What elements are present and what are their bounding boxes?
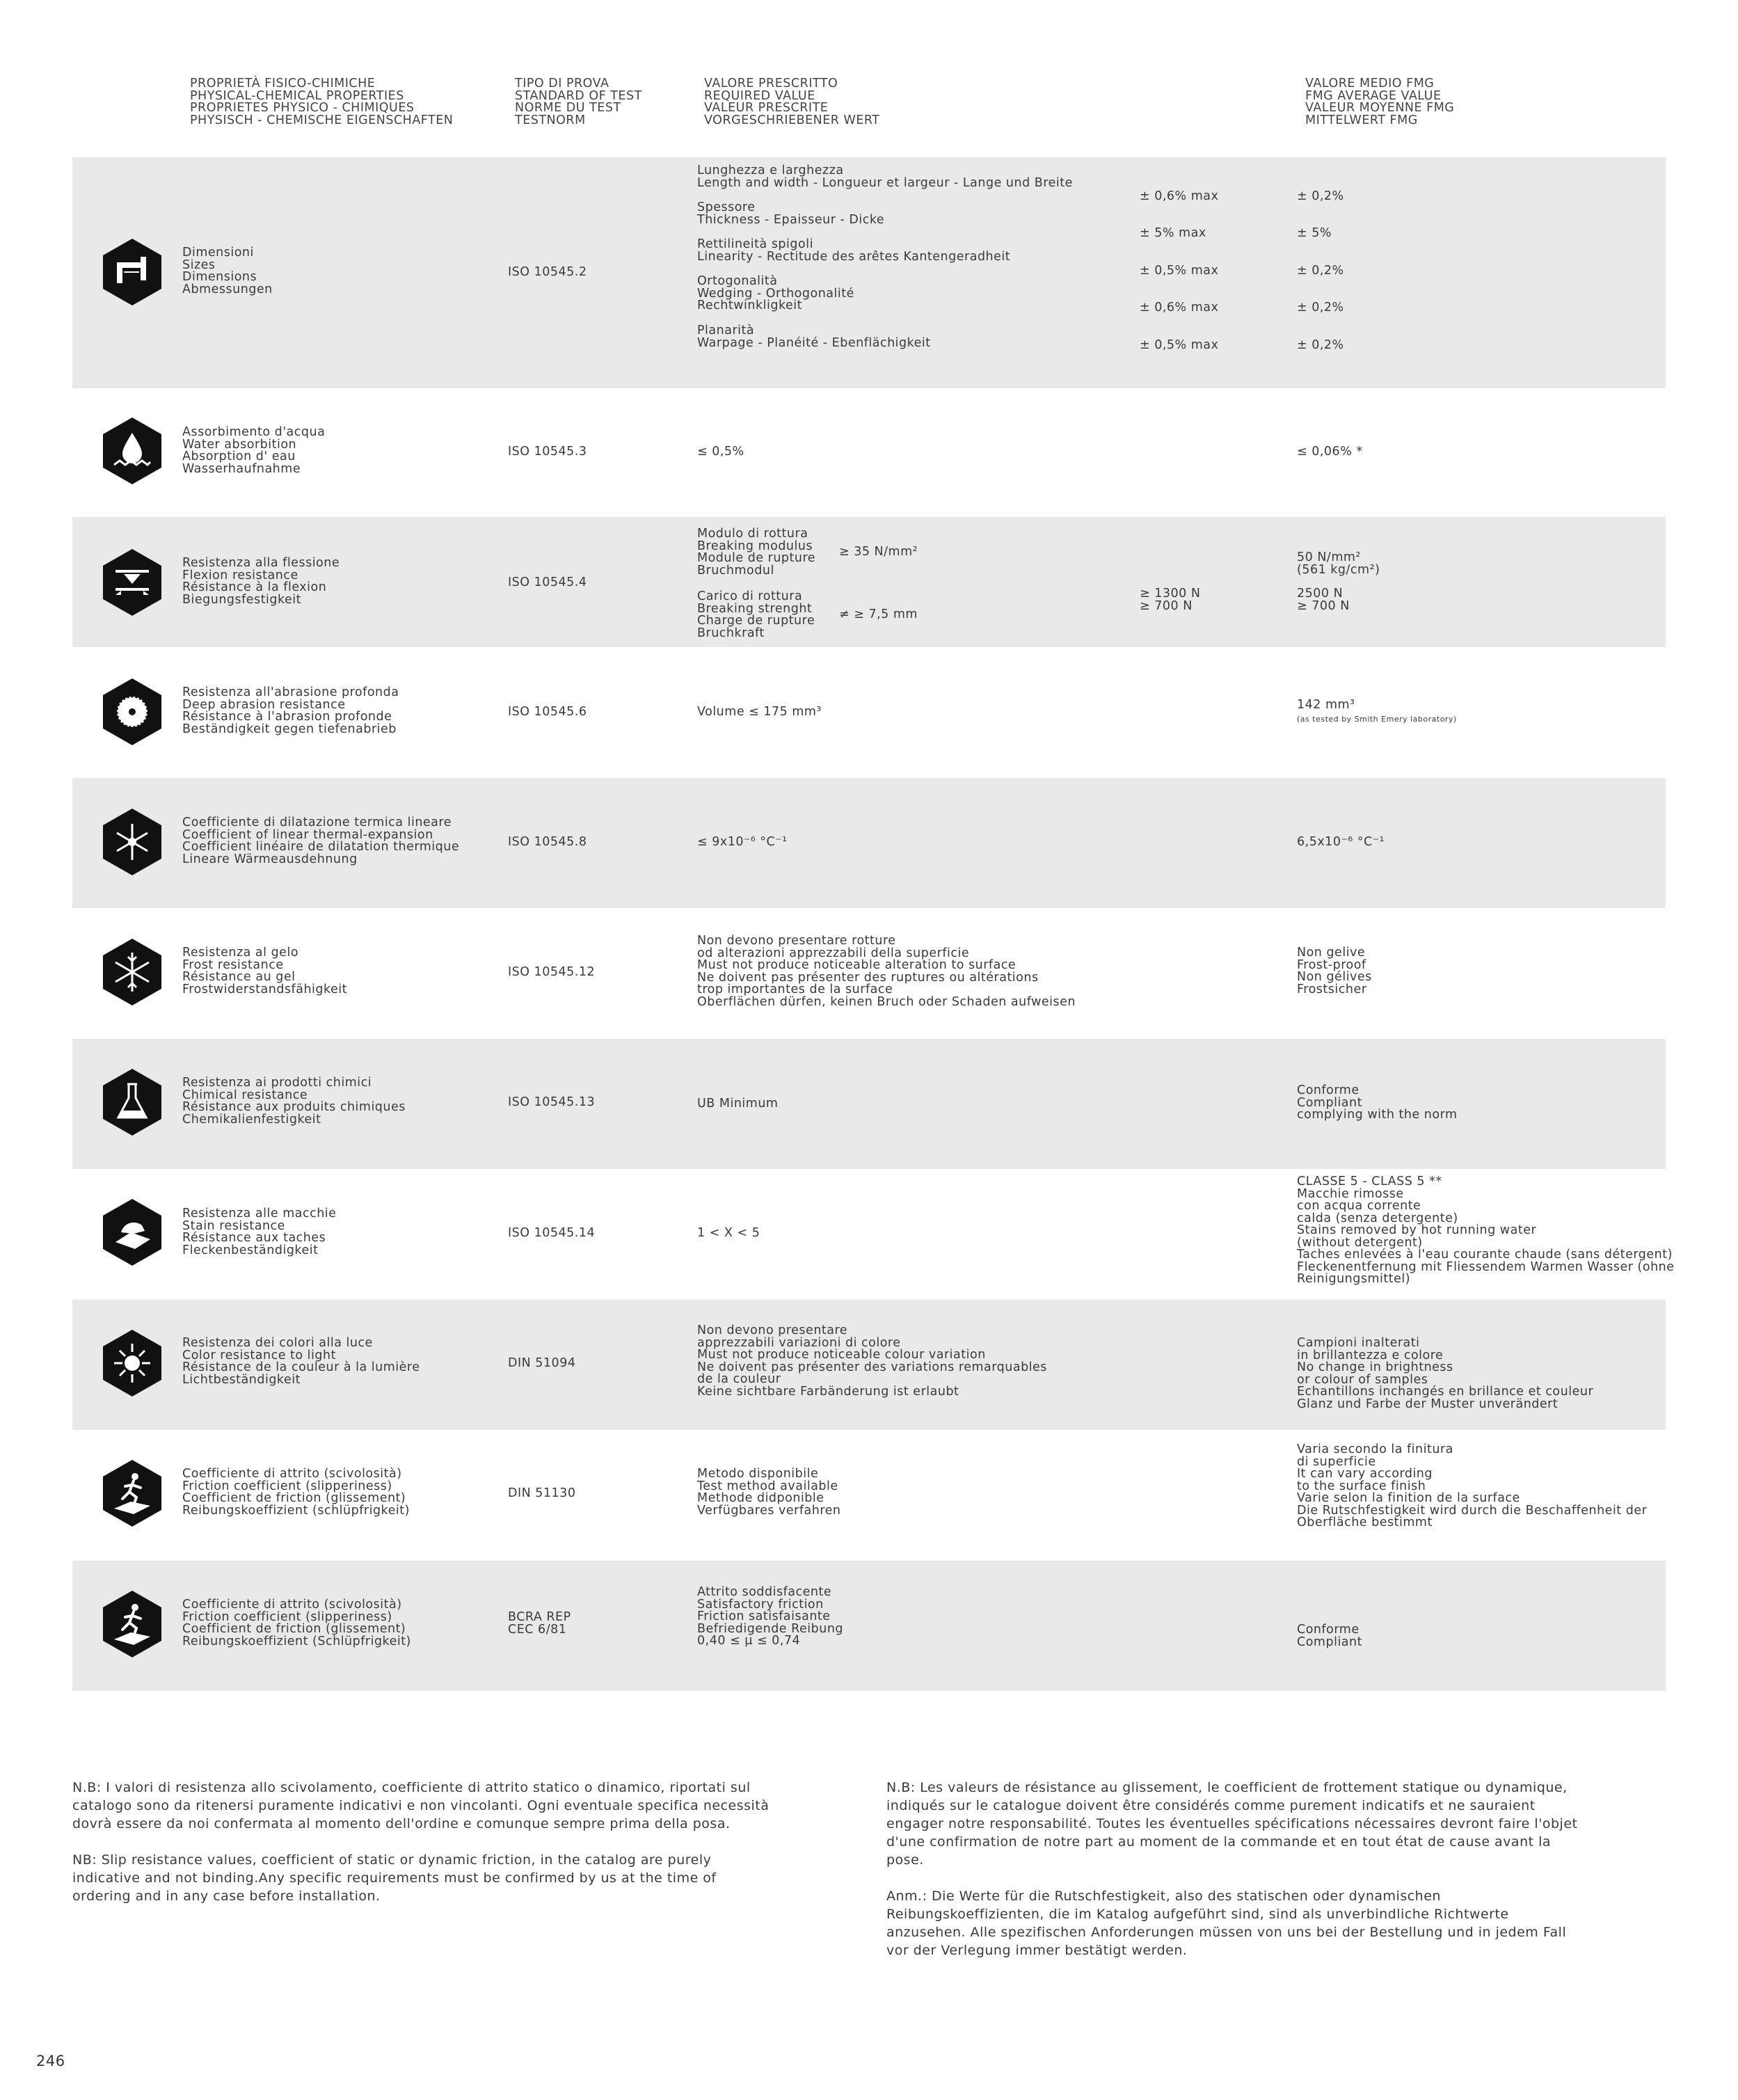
average-value: ± 0,2% [1297,264,1344,278]
required-value: 1 < X < 5 [697,1226,760,1240]
slipping-person-icon [103,1460,161,1527]
note-italian: N.B: I valori di resistenza allo scivolamento, coefficiente di attrito statico o dinamico, riportati sul catalogo sono da ritenersi puramente indicativi e non vincolanti. Ogni eventuale specifica necessità dovrà essere da noi confermata al momento dell'ordine e comunque sempre prima della posa. [72,1780,770,1831]
sub-label: Spessore Thickness - Epaisseur - Dicke [697,200,885,227]
required-value: ± 0,6% max [1140,189,1219,203]
flexion-press-icon [103,549,161,616]
header-average: VALORE MEDIO FMG FMG AVERAGE VALUE VALEUR MOYENNE FMG MITTELWERT FMG [1305,77,1455,127]
average-value: 6,5x10⁻⁶ °C⁻¹ [1297,835,1385,849]
property-label: Coefficiente di dilatazione termica lineare Coefficient of linear thermal-expansion Coefficient linéaire de dilatation thermique Lineare Wärmeausdehnung [182,816,460,866]
note-english: NB: Slip resistance values, coefficient of static or dynamic friction, in the catalog are purely indicative and not binding.Any specific requirements must be confirmed by us at the time of ordering and in any case before installation. [72,1852,717,1904]
property-label: Resistenza al gelo Frost resistance Résistance au gel Frostwiderstandsfähigkeit [182,946,348,996]
required-value: UB Minimum [697,1097,779,1111]
standard-label: ISO 10545.2 [508,265,587,279]
standard-label: BCRA REP CEC 6/81 [508,1610,571,1637]
required-value: ± 5% max [1140,226,1206,240]
sub-label: Modulo di rottura Breaking modulus Module de rupture Bruchmodul [697,527,816,578]
sub-label: Rettilineità spigoli Linearity - Rectitude des arêtes Kantengeradheit [697,237,1011,264]
required-value: Metodo disponibile Test method available Methode didponible Verfügbares verfahren [697,1467,841,1518]
average-value: 2500 N ≥ 700 N [1297,587,1350,613]
note-german: Anm.: Die Werte für die Rutschfestigkeit, also des statischen oder dynamischen Reibungskoeffizienten, die im Katalog aufgeführt sind, sind als unverbindliche Richtwerte anzusehen. Alle spezifischen Anforderungen müssen von uns bei der Bestellung und in jedem Fall vor der Verlegung immer bestätigt werden. [886,1888,1567,1958]
average-value: 142 mm³ [1297,698,1355,712]
average-value: ± 0,2% [1297,338,1344,352]
average-value: Varia secondo la finitura di superficie It can vary according to the surface finish Varie selon la finition de la surface Die Rutschfestigkeit wird durch die Beschaffenheit der Oberfläche bestimmt [1297,1442,1648,1529]
sub-label: Planarità Warpage - Planéité - Ebenflächigkeit [697,324,931,350]
required-value: ≤ 9x10⁻⁶ °C⁻¹ [697,835,788,849]
slipping-person-icon [103,1591,161,1657]
cleaning-hand-icon [103,1199,161,1266]
standard-label: DIN 51130 [508,1486,576,1500]
property-label: Resistenza alle macchie Stain resistance Résistance aux taches Fleckenbeständigkeit [182,1207,337,1257]
property-label: Dimensioni Sizes Dimensions Abmessungen [182,246,273,296]
standard-label: DIN 51094 [508,1356,576,1370]
average-value: ≤ 0,06% * [1297,445,1363,459]
standard-label: ISO 10545.14 [508,1226,596,1240]
average-value: Conforme Compliant [1297,1623,1362,1649]
standard-label: ISO 10545.3 [508,445,587,459]
header-property: PROPRIETÀ FISICO-CHIMICHE PHYSICAL-CHEMICAL PROPERTIES PROPRIETES PHYSICO - CHIMIQUES PHYSISCH - CHEMISCHE EIGENSCHAFTEN [190,77,454,127]
average-value: CLASSE 5 - CLASS 5 ** Macchie rimosse con acqua corrente calda (senza detergente) Stains removed by hot running water (without detergent) Taches enlevées à l'eau courante chaude (sans détergent) Fleckenentfernung mit Fliessendem Warmen Wasser (ohne Reinigungsmittel) [1297,1175,1675,1286]
caliper-measure-icon [103,239,161,305]
sun-light-icon [103,1330,161,1397]
average-value: 50 N/mm² (561 kg/cm²) [1297,550,1380,577]
water-drop-icon [103,417,161,484]
required-value: ± 0,5% max [1140,264,1219,278]
property-label: Coefficiente di attrito (scivolosità) Friction coefficient (slipperiness) Coefficient de friction (glissement) Reibungskoeffizient (Schlüpfrigkeit) [182,1598,411,1648]
property-label: Assorbimento d'acqua Water absorbition Absorption d' eau Wasserhaufnahme [182,425,326,476]
required-value: Volume ≤ 175 mm³ [697,705,822,719]
property-label: Resistenza all'abrasione profonda Deep abrasion resistance Résistance à l'abrasion profonde Beständigkeit gegen tiefenabrieb [182,685,399,736]
standard-label: ISO 10545.4 [508,575,587,589]
standard-label: ISO 10545.13 [508,1095,596,1109]
average-value: ± 5% [1297,226,1332,240]
property-label: Resistenza alla flessione Flexion resistance Résistance à la flexion Biegungsfestigkeit [182,556,340,607]
condition-value: ≠ ≥ 7,5 mm [839,607,918,621]
note-french: N.B: Les valeurs de résistance au glissement, le coefficient de frottement statique ou dynamique, indiqués sur le catalogue doivent être considérés comme purement indicatifs et ne sauraient engager notre responsabilité. Toutes les éventuelles spécifications nécessaires devront faire l'objet d'une confirmation de notre part au moment de la commande et en tout état de cause avant la pose. [886,1780,1578,1868]
average-value: Campioni inalterati in brillantezza e colore No change in brightness or colour of samples Echantillons inchangés en brillance et couleur Glanz und Farbe der Muster unverändert [1297,1336,1594,1411]
required-value: Non devono presentare rotture od alterazioni apprezzabili della superficie Must not produce noticeable alteration to surface Ne doivent pas présenter des ruptures ou altérations trop importantes de la surface Oberflächen dürfen, keinen Bruch oder Schaden aufweisen [697,934,1076,1009]
average-value: Conforme Compliant complying with the norm [1297,1083,1458,1122]
standard-label: ISO 10545.6 [508,705,587,719]
average-value: Non gelive Frost-proof Non gélives Frostsicher [1297,946,1372,996]
required-value: ≥ 35 N/mm² [839,545,918,559]
sub-label: Ortogonalità Wedging - Orthogonalité Rechtwinkligkeit [697,274,854,312]
average-value: ± 0,2% [1297,301,1344,315]
standard-label: ISO 10545.12 [508,965,596,979]
snowflake-icon [103,939,161,1005]
average-value: ± 0,2% [1297,189,1344,203]
average-note: (as tested by Smith Emery laboratory) [1297,715,1457,724]
required-value: ≥ 1300 N ≥ 700 N [1140,587,1201,613]
required-value: Attrito soddisfacente Satisfactory friction Friction satisfaisante Befriedigende Reibung 0,40 ≤ µ ≤ 0,74 [697,1585,844,1648]
required-value: ± 0,5% max [1140,338,1219,352]
sub-label: Carico di rottura Breaking strenght Charge de rupture Bruchkraft [697,589,815,640]
property-label: Resistenza ai prodotti chimici Chimical resistance Résistance aux produits chimiques Chemikalienfestigkeit [182,1076,406,1127]
header-required: VALORE PRESCRITTO REQUIRED VALUE VALEUR PRESCRITE VORGESCHRIEBENER WERT [704,77,880,127]
required-value: ≤ 0,5% [697,445,744,459]
property-label: Resistenza dei colori alla luce Color resistance to light Résistance de la couleur à la lumière Lichtbeständigkeit [182,1336,420,1387]
page-number: 246 [36,2053,65,2069]
sub-label: Lunghezza e larghezza Length and width - Longueur et largeur - Lange und Breite [697,164,1073,190]
header-standard: TIPO DI PROVA STANDARD OF TEST NORME DU TEST TESTNORM [515,77,642,127]
sun-snowflake-icon [103,809,161,875]
standard-label: ISO 10545.8 [508,835,587,849]
required-value: ± 0,6% max [1140,301,1219,315]
property-label: Coefficiente di attrito (scivolosità) Friction coefficient (slipperiness) Coefficient de friction (glissement) Reibungskoeffizient (schlüpfrigkeit) [182,1467,410,1518]
table-row [72,157,1666,388]
required-value: Non devono presentare apprezzabili variazioni di colore Must not produce noticeable colour variation Ne doivent pas présenter des variations remarquables de la couleur Keine sichtbare Farbänderung ist erlaubt [697,1323,1047,1399]
abrasion-disc-icon [103,678,161,745]
lab-flask-icon [103,1069,161,1136]
